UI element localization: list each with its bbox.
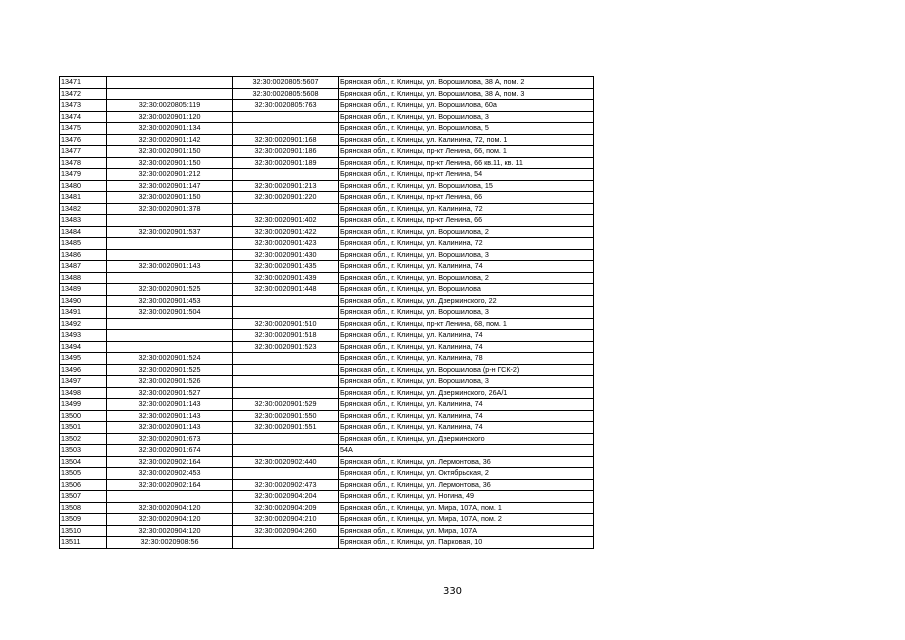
table-row <box>60 364 594 376</box>
object-cadastral-cell: 32:30:0020805:763 <box>233 100 339 112</box>
land-cadastral-cell: 32:30:0020902:164 <box>107 479 233 491</box>
row-number-cell: 13491 <box>60 307 107 319</box>
row-number-cell: 13486 <box>60 249 107 261</box>
address-cell: Брянская обл., г. Клинцы, ул. Калинина, 72 <box>339 238 594 250</box>
object-cadastral-cell <box>233 364 339 376</box>
row-number-cell: 13505 <box>60 468 107 480</box>
address-cell: Брянская обл., г. Клинцы, ул. Калинина, 74 <box>339 410 594 422</box>
row-number-cell: 13493 <box>60 330 107 342</box>
address-cell: Брянская обл., г. Клинцы, ул. Ворошилова, 38 А, пом. 3 <box>339 88 594 100</box>
object-cadastral-cell: 32:30:0020901:439 <box>233 272 339 284</box>
address-cell: Брянская обл., г. Клинцы, пр-кт Ленина, 66 <box>339 192 594 204</box>
page-number: 330 <box>442 586 463 597</box>
row-number-cell: 13477 <box>60 146 107 158</box>
row-number-cell: 13509 <box>60 514 107 526</box>
row-number-cell: 13504 <box>60 456 107 468</box>
land-cadastral-cell: 32:30:0020901:120 <box>107 111 233 123</box>
object-cadastral-cell: 32:30:0020901:189 <box>233 157 339 169</box>
object-cadastral-cell <box>233 111 339 123</box>
land-cadastral-cell: 32:30:0020901:525 <box>107 364 233 376</box>
address-cell: Брянская обл., г. Клинцы, пр-кт Ленина, 68, пом. 1 <box>339 318 594 330</box>
row-number-cell: 13500 <box>60 410 107 422</box>
table-row <box>60 433 594 445</box>
table-row <box>60 169 594 181</box>
table-row <box>60 468 594 480</box>
table-row <box>60 180 594 192</box>
address-cell: Брянская обл., г. Клинцы, ул. Ворошилова, 5 <box>339 123 594 135</box>
land-cadastral-cell: 32:30:0020901:674 <box>107 445 233 457</box>
address-cell: Брянская обл., г. Клинцы, ул. Калинина, 72 <box>339 203 594 215</box>
table-row <box>60 272 594 284</box>
address-cell: Брянская обл., г. Клинцы, ул. Лермонтова, 36 <box>339 456 594 468</box>
address-cell: Брянская обл., г. Клинцы, ул. Мира, 107А, пом. 1 <box>339 502 594 514</box>
object-cadastral-cell <box>233 445 339 457</box>
land-cadastral-cell <box>107 215 233 227</box>
land-cadastral-cell <box>107 491 233 503</box>
table-row <box>60 422 594 434</box>
land-cadastral-cell: 32:30:0020805:119 <box>107 100 233 112</box>
row-number-cell: 13471 <box>60 77 107 89</box>
row-number-cell: 13501 <box>60 422 107 434</box>
table-row <box>60 261 594 273</box>
land-cadastral-cell: 32:30:0020902:453 <box>107 468 233 480</box>
address-cell: Брянская обл., г. Клинцы, ул. Дзержинского, 26А/1 <box>339 387 594 399</box>
object-cadastral-cell: 32:30:0020901:518 <box>233 330 339 342</box>
row-number-cell: 13485 <box>60 238 107 250</box>
row-number-cell: 13502 <box>60 433 107 445</box>
address-cell: Брянская обл., г. Клинцы, ул. Ворошилова, 3 <box>339 307 594 319</box>
land-cadastral-cell: 32:30:0020902:164 <box>107 456 233 468</box>
land-cadastral-cell: 32:30:0020904:120 <box>107 525 233 537</box>
object-cadastral-cell <box>233 123 339 135</box>
address-cell: Брянская обл., г. Клинцы, ул. Ногина, 49 <box>339 491 594 503</box>
address-cell: Брянская обл., г. Клинцы, ул. Калинина, 72, пом. 1 <box>339 134 594 146</box>
land-cadastral-cell: 32:30:0020904:120 <box>107 502 233 514</box>
table-row <box>60 77 594 89</box>
table-row <box>60 88 594 100</box>
object-cadastral-cell <box>233 169 339 181</box>
table-row <box>60 100 594 112</box>
address-cell: Брянская обл., г. Клинцы, ул. Калинина, 74 <box>339 422 594 434</box>
object-cadastral-cell <box>233 468 339 480</box>
object-cadastral-cell <box>233 376 339 388</box>
land-cadastral-cell: 32:30:0020908:56 <box>107 537 233 549</box>
table-row <box>60 525 594 537</box>
address-cell: Брянская обл., г. Клинцы, ул. Калинина, 74 <box>339 341 594 353</box>
object-cadastral-cell: 32:30:0020902:473 <box>233 479 339 491</box>
object-cadastral-cell: 32:30:0020904:209 <box>233 502 339 514</box>
table-row <box>60 146 594 158</box>
address-cell: Брянская обл., г. Клинцы, ул. Мира, 107А, пом. 2 <box>339 514 594 526</box>
address-cell: Брянская обл., г. Клинцы, пр-кт Ленина, 54 <box>339 169 594 181</box>
table-row <box>60 295 594 307</box>
address-cell: Брянская обл., г. Клинцы, ул. Калинина, 74 <box>339 399 594 411</box>
address-cell: Брянская обл., г. Клинцы, ул. Ворошилова, 3 <box>339 249 594 261</box>
land-cadastral-cell: 32:30:0020901:134 <box>107 123 233 135</box>
table-row <box>60 456 594 468</box>
land-cadastral-cell: 32:30:0020901:143 <box>107 410 233 422</box>
table-row <box>60 514 594 526</box>
object-cadastral-cell <box>233 537 339 549</box>
object-cadastral-cell: 32:30:0020901:220 <box>233 192 339 204</box>
row-number-cell: 13476 <box>60 134 107 146</box>
table-row <box>60 192 594 204</box>
land-cadastral-cell: 32:30:0020901:142 <box>107 134 233 146</box>
land-cadastral-cell <box>107 272 233 284</box>
object-cadastral-cell: 32:30:0020902:440 <box>233 456 339 468</box>
table-row <box>60 410 594 422</box>
land-cadastral-cell: 32:30:0020901:525 <box>107 284 233 296</box>
object-cadastral-cell: 32:30:0020901:422 <box>233 226 339 238</box>
object-cadastral-cell: 32:30:0020901:448 <box>233 284 339 296</box>
table-row <box>60 111 594 123</box>
address-cell: Брянская обл., г. Клинцы, ул. Лермонтова, 36 <box>339 479 594 491</box>
object-cadastral-cell: 32:30:0020901:529 <box>233 399 339 411</box>
land-cadastral-cell: 32:30:0020901:143 <box>107 399 233 411</box>
table-row <box>60 341 594 353</box>
row-number-cell: 13484 <box>60 226 107 238</box>
address-cell: Брянская обл., г. Клинцы, пр-кт Ленина, 66, пом. 1 <box>339 146 594 158</box>
table-row <box>60 123 594 135</box>
land-cadastral-cell: 32:30:0020901:527 <box>107 387 233 399</box>
object-cadastral-cell <box>233 307 339 319</box>
land-cadastral-cell: 32:30:0020901:150 <box>107 157 233 169</box>
table-row <box>60 249 594 261</box>
object-cadastral-cell: 32:30:0020901:435 <box>233 261 339 273</box>
table-row <box>60 376 594 388</box>
row-number-cell: 13507 <box>60 491 107 503</box>
land-cadastral-cell <box>107 318 233 330</box>
table-row <box>60 284 594 296</box>
object-cadastral-cell: 32:30:0020901:430 <box>233 249 339 261</box>
table-row <box>60 226 594 238</box>
address-cell: Брянская обл., г. Клинцы, ул. Ворошилова, 60а <box>339 100 594 112</box>
object-cadastral-cell <box>233 433 339 445</box>
row-number-cell: 13496 <box>60 364 107 376</box>
row-number-cell: 13499 <box>60 399 107 411</box>
table-row <box>60 134 594 146</box>
address-cell: Брянская обл., г. Клинцы, ул. Дзержинского, 22 <box>339 295 594 307</box>
row-number-cell: 13474 <box>60 111 107 123</box>
land-cadastral-cell: 32:30:0020901:537 <box>107 226 233 238</box>
row-number-cell: 13478 <box>60 157 107 169</box>
land-cadastral-cell: 32:30:0020901:147 <box>107 180 233 192</box>
table-row <box>60 203 594 215</box>
registry-table <box>59 76 594 549</box>
row-number-cell: 13480 <box>60 180 107 192</box>
row-number-cell: 13481 <box>60 192 107 204</box>
row-number-cell: 13497 <box>60 376 107 388</box>
table-row <box>60 387 594 399</box>
land-cadastral-cell: 32:30:0020901:453 <box>107 295 233 307</box>
row-number-cell: 13494 <box>60 341 107 353</box>
row-number-cell: 13511 <box>60 537 107 549</box>
address-cell: Брянская обл., г. Клинцы, ул. Ворошилова, 38 А, пом. 2 <box>339 77 594 89</box>
address-cell: Брянская обл., г. Клинцы, ул. Октябрьская, 2 <box>339 468 594 480</box>
object-cadastral-cell: 32:30:0020904:204 <box>233 491 339 503</box>
land-cadastral-cell <box>107 249 233 261</box>
object-cadastral-cell: 32:30:0020901:402 <box>233 215 339 227</box>
object-cadastral-cell: 32:30:0020901:213 <box>233 180 339 192</box>
object-cadastral-cell: 32:30:0020805:5607 <box>233 77 339 89</box>
land-cadastral-cell: 32:30:0020904:120 <box>107 514 233 526</box>
land-cadastral-cell: 32:30:0020901:143 <box>107 422 233 434</box>
address-cell: Брянская обл., г. Клинцы, ул. Парковая, 10 <box>339 537 594 549</box>
table-row <box>60 502 594 514</box>
object-cadastral-cell <box>233 295 339 307</box>
table-row <box>60 479 594 491</box>
object-cadastral-cell: 32:30:0020901:523 <box>233 341 339 353</box>
address-cell: Брянская обл., г. Клинцы, ул. Ворошилова, 2 <box>339 272 594 284</box>
address-cell: Брянская обл., г. Клинцы, пр-кт Ленина, 66 <box>339 215 594 227</box>
row-number-cell: 13473 <box>60 100 107 112</box>
land-cadastral-cell <box>107 330 233 342</box>
land-cadastral-cell <box>107 238 233 250</box>
land-cadastral-cell: 32:30:0020901:673 <box>107 433 233 445</box>
table-row <box>60 399 594 411</box>
row-number-cell: 13472 <box>60 88 107 100</box>
address-cell: Брянская обл., г. Клинцы, ул. Ворошилова, 2 <box>339 226 594 238</box>
object-cadastral-cell: 32:30:0020805:5608 <box>233 88 339 100</box>
object-cadastral-cell: 32:30:0020901:510 <box>233 318 339 330</box>
table-row <box>60 318 594 330</box>
row-number-cell: 13492 <box>60 318 107 330</box>
land-cadastral-cell: 32:30:0020901:526 <box>107 376 233 388</box>
row-number-cell: 13483 <box>60 215 107 227</box>
object-cadastral-cell: 32:30:0020904:210 <box>233 514 339 526</box>
address-cell: Брянская обл., г. Клинцы, пр-кт Ленина, 66 кв.11, кв. 11 <box>339 157 594 169</box>
land-cadastral-cell: 32:30:0020901:378 <box>107 203 233 215</box>
address-cell: Брянская обл., г. Клинцы, ул. Калинина, 78 <box>339 353 594 365</box>
row-number-cell: 13498 <box>60 387 107 399</box>
row-number-cell: 13487 <box>60 261 107 273</box>
table-row <box>60 330 594 342</box>
address-cell: Брянская обл., г. Клинцы, ул. Ворошилова, 15 <box>339 180 594 192</box>
land-cadastral-cell <box>107 88 233 100</box>
row-number-cell: 13503 <box>60 445 107 457</box>
row-number-cell: 13490 <box>60 295 107 307</box>
row-number-cell: 13475 <box>60 123 107 135</box>
land-cadastral-cell: 32:30:0020901:150 <box>107 192 233 204</box>
address-cell: Брянская обл., г. Клинцы, ул. Мира, 107А <box>339 525 594 537</box>
object-cadastral-cell <box>233 353 339 365</box>
table-row <box>60 353 594 365</box>
address-cell: Брянская обл., г. Клинцы, ул. Ворошилова, 3 <box>339 376 594 388</box>
address-cell: Брянская обл., г. Клинцы, ул. Ворошилова, 3 <box>339 111 594 123</box>
row-number-cell: 13508 <box>60 502 107 514</box>
table-row <box>60 215 594 227</box>
row-number-cell: 13482 <box>60 203 107 215</box>
object-cadastral-cell: 32:30:0020901:551 <box>233 422 339 434</box>
object-cadastral-cell: 32:30:0020901:423 <box>233 238 339 250</box>
row-number-cell: 13506 <box>60 479 107 491</box>
table-row <box>60 445 594 457</box>
row-number-cell: 13479 <box>60 169 107 181</box>
land-cadastral-cell: 32:30:0020901:524 <box>107 353 233 365</box>
land-cadastral-cell: 32:30:0020901:504 <box>107 307 233 319</box>
table-row <box>60 491 594 503</box>
address-cell: 54А <box>339 445 594 457</box>
row-number-cell: 13510 <box>60 525 107 537</box>
land-cadastral-cell <box>107 77 233 89</box>
table-row <box>60 157 594 169</box>
address-cell: Брянская обл., г. Клинцы, ул. Дзержинского <box>339 433 594 445</box>
table-row <box>60 307 594 319</box>
land-cadastral-cell: 32:30:0020901:212 <box>107 169 233 181</box>
row-number-cell: 13495 <box>60 353 107 365</box>
address-cell: Брянская обл., г. Клинцы, ул. Калинина, 74 <box>339 261 594 273</box>
land-cadastral-cell <box>107 341 233 353</box>
table-row <box>60 537 594 549</box>
row-number-cell: 13488 <box>60 272 107 284</box>
object-cadastral-cell: 32:30:0020904:260 <box>233 525 339 537</box>
registry-table-body <box>60 77 594 549</box>
object-cadastral-cell: 32:30:0020901:186 <box>233 146 339 158</box>
object-cadastral-cell <box>233 387 339 399</box>
object-cadastral-cell: 32:30:0020901:168 <box>233 134 339 146</box>
object-cadastral-cell: 32:30:0020901:550 <box>233 410 339 422</box>
land-cadastral-cell: 32:30:0020901:143 <box>107 261 233 273</box>
address-cell: Брянская обл., г. Клинцы, ул. Ворошилова <box>339 284 594 296</box>
row-number-cell: 13489 <box>60 284 107 296</box>
address-cell: Брянская обл., г. Клинцы, ул. Ворошилова (р-н ГСК-2) <box>339 364 594 376</box>
land-cadastral-cell: 32:30:0020901:150 <box>107 146 233 158</box>
table-row <box>60 238 594 250</box>
address-cell: Брянская обл., г. Клинцы, ул. Калинина, 74 <box>339 330 594 342</box>
object-cadastral-cell <box>233 203 339 215</box>
